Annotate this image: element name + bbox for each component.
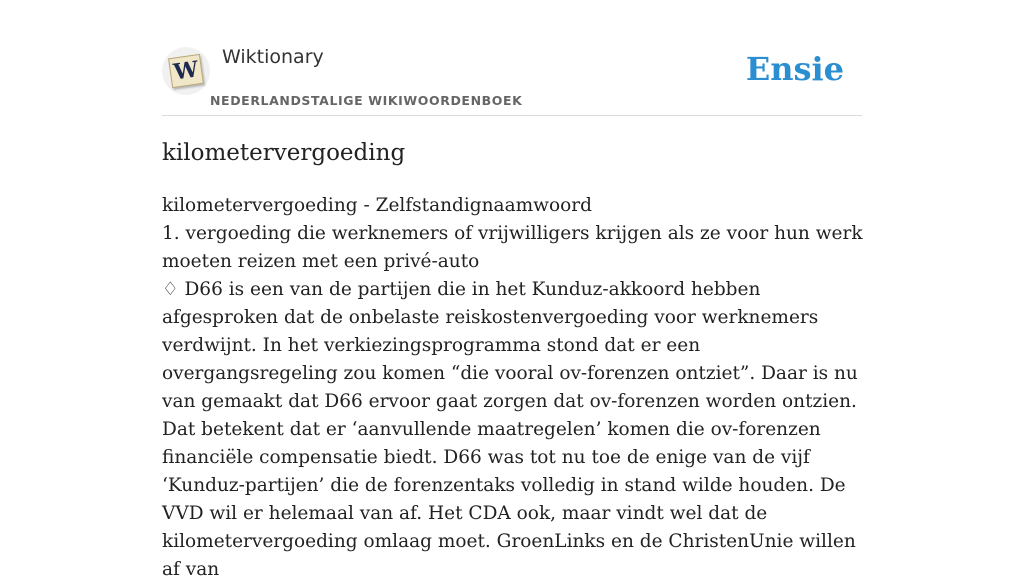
ensie-brand-logo[interactable]: Ensie <box>745 50 844 88</box>
entry-example: ♢ D66 is een van de partijen die in het Kunduz-akkoord hebben afgesproken dat de onbelaste reiskostenvergoeding voor werknemers verdwijnt. In het verkiezingsprogramma stond dat er een overgangsregeling zou komen “die vooral ov-forenzen ontziet”. Daar is nu van gemaakt dat D66 ervoor gaat zorgen dat ov-forenzen worden ontzien. Dat betekent dat er ‘aanvullende maatregelen’ komen die ov-forenzen financiële compensatie biedt. D66 was tot nu toe de enige van de vijf ‘Kunduz-partijen’ die de forenzentaks volledig in stand wilde houden. De VVD wil er helemaal van af. Het CDA ook, maar vindt wel dat de kilometervergoeding omlaag moet. GroenLinks en de ChristenUnie willen af van <box>162 279 858 580</box>
entry-heading: kilometervergoeding - Zelfstandignaamwoord <box>162 195 592 216</box>
site-subtitle: NEDERLANDSTALIGE WIKIWOORDENBOEK <box>210 93 523 108</box>
site-name-link[interactable]: Wiktionary <box>222 46 324 68</box>
logo-tile: W <box>168 54 204 88</box>
site-header <box>162 44 862 116</box>
entry-content <box>162 192 864 584</box>
entry-definition: 1. vergoeding die werknemers of vrijwilligers krijgen als ze voor hun werk moeten reizen met een privé-auto <box>162 223 863 272</box>
page-title: kilometervergoeding <box>162 140 406 166</box>
header-divider <box>162 115 862 116</box>
wiktionary-logo-icon[interactable] <box>162 47 210 95</box>
